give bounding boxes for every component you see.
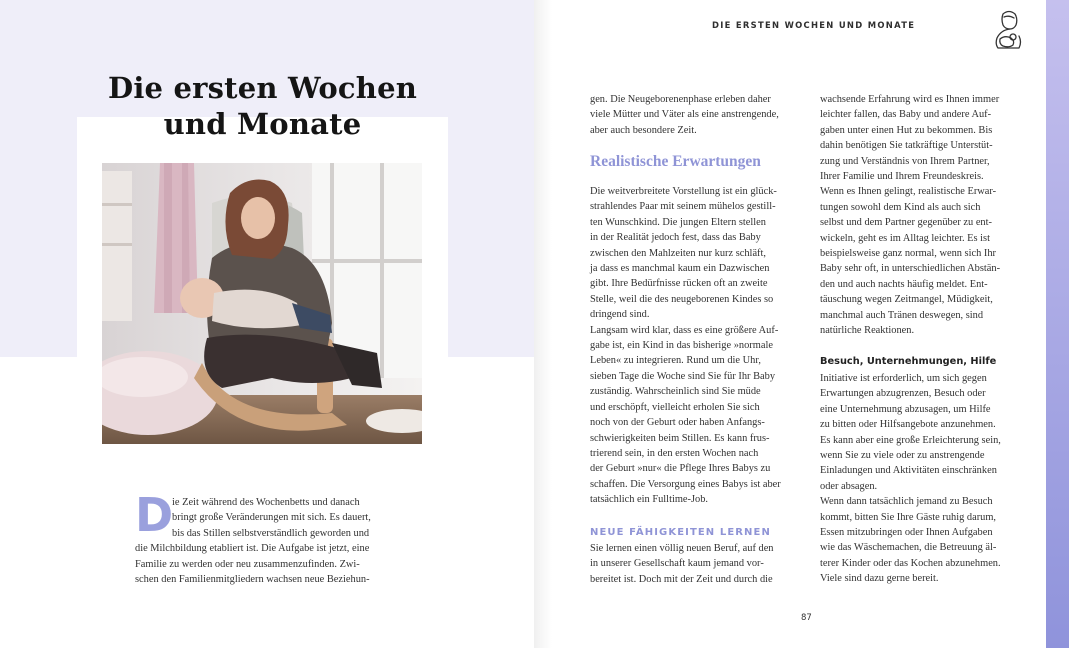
heading-besuch-unternehmungen-hilfe: Besuch, Unternehmungen, Hilfe [820, 356, 997, 367]
text-line: oder absagen. [820, 480, 878, 492]
text-line: kommt, bitten Sie Ihre Gäste ruhig darum, [820, 511, 997, 523]
column-1-body [590, 184, 805, 508]
text-line: Leben« zu integrieren. Rund um die Uhr, [590, 355, 761, 367]
text-line: Die weitverbreitete Vorstellung ist ein glück- [590, 186, 777, 197]
intro-text [135, 495, 390, 587]
text-line: den und auch nachts häufig meldet. Ent- [820, 278, 988, 290]
text-line: bereitet ist. Doch mit der Zeit und durch die [590, 573, 773, 585]
text-line: Wenn dann tatsächlich jemand zu Besuch [820, 496, 993, 508]
text-line: in unserer Gesellschaft kaum jemand vor- [590, 558, 764, 570]
chapter-title [90, 70, 435, 142]
heading-realistische-erwartungen: Realistische Erwartungen [590, 153, 761, 170]
running-head: DIE ERSTEN WOCHEN UND MONATE [712, 20, 916, 30]
column-1-end [590, 541, 805, 587]
text-line: aber auch besondere Zeit. [590, 124, 697, 136]
text-line: eine Unternehmung abzusagen, um Hilfe [820, 403, 991, 415]
intro-line: ie Zeit während des Wochenbetts und danach [172, 497, 360, 508]
text-line: zu bitten oder Hilfsangebote anzunehmen. [820, 419, 996, 431]
text-line: Viele sind dazu gerne bereit. [820, 573, 939, 585]
text-line: Wenn es Ihnen gelingt, realistische Erwar- [820, 186, 997, 198]
breastfeeding-photo [102, 163, 422, 444]
text-line: Langsam wird klar, dass es eine größere Auf- [590, 324, 779, 336]
text-line: zuständig. Wahrscheinlich sind Sie müde [590, 386, 761, 398]
text-line: der Geburt »nur« die Pflege Ihres Babys zu [590, 463, 771, 475]
text-line: strahlendes Paar mit seinem mühelos gestill- [590, 201, 776, 213]
page-number: 87 [801, 613, 812, 623]
text-line: trierend sein, in den ersten Wochen nach [590, 447, 759, 459]
text-line: beispielsweise ganz normal, wenn sich Ihr [820, 248, 997, 260]
text-line: zwischen den Mahlzeiten nur kurz schläft, [590, 247, 766, 259]
text-line: wachsende Erfahrung wird es Ihnen immer [820, 94, 1000, 105]
text-line: zung und Verständnis von Ihrem Partner, [820, 155, 990, 167]
text-line: schwierigkeiten beim Stillen. Es kann frus- [590, 432, 770, 444]
text-line: Einladungen und Aktivitäten einschränken [820, 465, 997, 477]
side-color-stripe [1046, 0, 1069, 648]
intro-line: bis das Stillen selbstverständlich geworden und [172, 527, 370, 539]
intro-line: Familie zu werden oder neu zusammenzufinden. Zwi- [135, 558, 360, 570]
intro-line: die Milchbildung etabliert ist. Die Aufgabe ist jetzt, eine [135, 543, 370, 555]
text-line: leichter fallen, das Baby und andere Auf- [820, 109, 992, 121]
column-1-top [590, 92, 805, 138]
text-line: in der Realität jedoch fest, dass das Baby [590, 232, 761, 244]
text-line: tungen sowohl dem Kind als auch sich [820, 201, 981, 213]
intro-line: schen den Familienmitgliedern wachsen neue Beziehun- [135, 574, 370, 586]
text-line: Ihrer Familie und Ihrem Freundeskreis. [820, 171, 984, 183]
drop-cap: D [135, 488, 174, 542]
text-line: Stelle, weil die des neugeborenen Kindes so [590, 293, 774, 305]
text-line: sieben Tage die Woche sind Sie für Ihr Baby [590, 370, 776, 382]
text-line: Es kann aber eine große Erleichterung sein, [820, 434, 1001, 446]
text-line: wenn Sie zu viele oder zu anstrengende [820, 450, 985, 462]
text-line: ja dass es manchmal kaum ein Dazwischen [590, 263, 770, 275]
text-line: Initiative ist erforderlich, um sich gegen [820, 373, 987, 384]
text-line: natürliche Reaktionen. [820, 325, 915, 337]
text-line: Sie lernen einen völlig neuen Beruf, auf den [590, 543, 774, 554]
text-line: schaffen. Die Versorgung eines Babys ist aber [590, 478, 781, 490]
text-line: Baby sehr oft, in unterschiedlichen Abstän- [820, 263, 1001, 275]
column-2-body [820, 371, 1035, 587]
text-line: und erschöpft, vielleicht erholen Sie sich [590, 401, 760, 413]
text-line: noch von der Geburt oder haben Anfangs- [590, 417, 765, 429]
text-line: Essen mitzubringen oder Ihnen Aufgaben [820, 527, 993, 539]
chapter-title-line-2: und Monate [163, 107, 362, 141]
text-line: dringend sind. [590, 309, 650, 321]
text-line: gabe ist, ein Kind in das bisherige »normale [590, 340, 773, 352]
text-line: täuschung wegen Zeitmangel, Müdigkeit, [820, 294, 993, 306]
column-2-top [820, 92, 1035, 339]
chapter-title-line-1: Die ersten Wochen [107, 71, 418, 105]
text-line: dahin benötigen Sie tatkräftige Unterstüt- [820, 140, 993, 152]
text-line: gaben unter einen Hut zu bekommen. Bis [820, 124, 993, 136]
text-line: gen. Die Neugeborenenphase erleben daher [590, 94, 771, 105]
gutter-shadow [534, 0, 552, 648]
text-line: gibt. Ihre Bedürfnisse rücken oft an zweite [590, 278, 768, 290]
text-line: wie das Wäschemachen, die Betreuung äl- [820, 542, 997, 554]
heading-neue-faehigkeiten: NEUE FÄHIGKEITEN LERNEN [590, 527, 771, 538]
text-line: ten Wunschkind. Die jungen Eltern stellen [590, 216, 766, 228]
text-line: selbst und dem Partner gegenüber zu ent- [820, 217, 992, 229]
mother-baby-icon [991, 8, 1025, 50]
text-line: tatsächlich ein Fulltime-Job. [590, 494, 709, 506]
text-line: viele Mütter und Väter als eine anstrengende, [590, 109, 779, 121]
text-line: terer Kinder oder das Kochen abzunehmen. [820, 557, 1001, 569]
text-line: wickeln, geht es im Alltag leichter. Es ist [820, 232, 990, 244]
text-line: manchmal auch Tränen deswegen, sind [820, 309, 984, 321]
text-line: Erwartungen abzugrenzen, Besuch oder [820, 388, 986, 400]
intro-line: bringt große Veränderungen mit sich. Es dauert, [172, 512, 371, 524]
